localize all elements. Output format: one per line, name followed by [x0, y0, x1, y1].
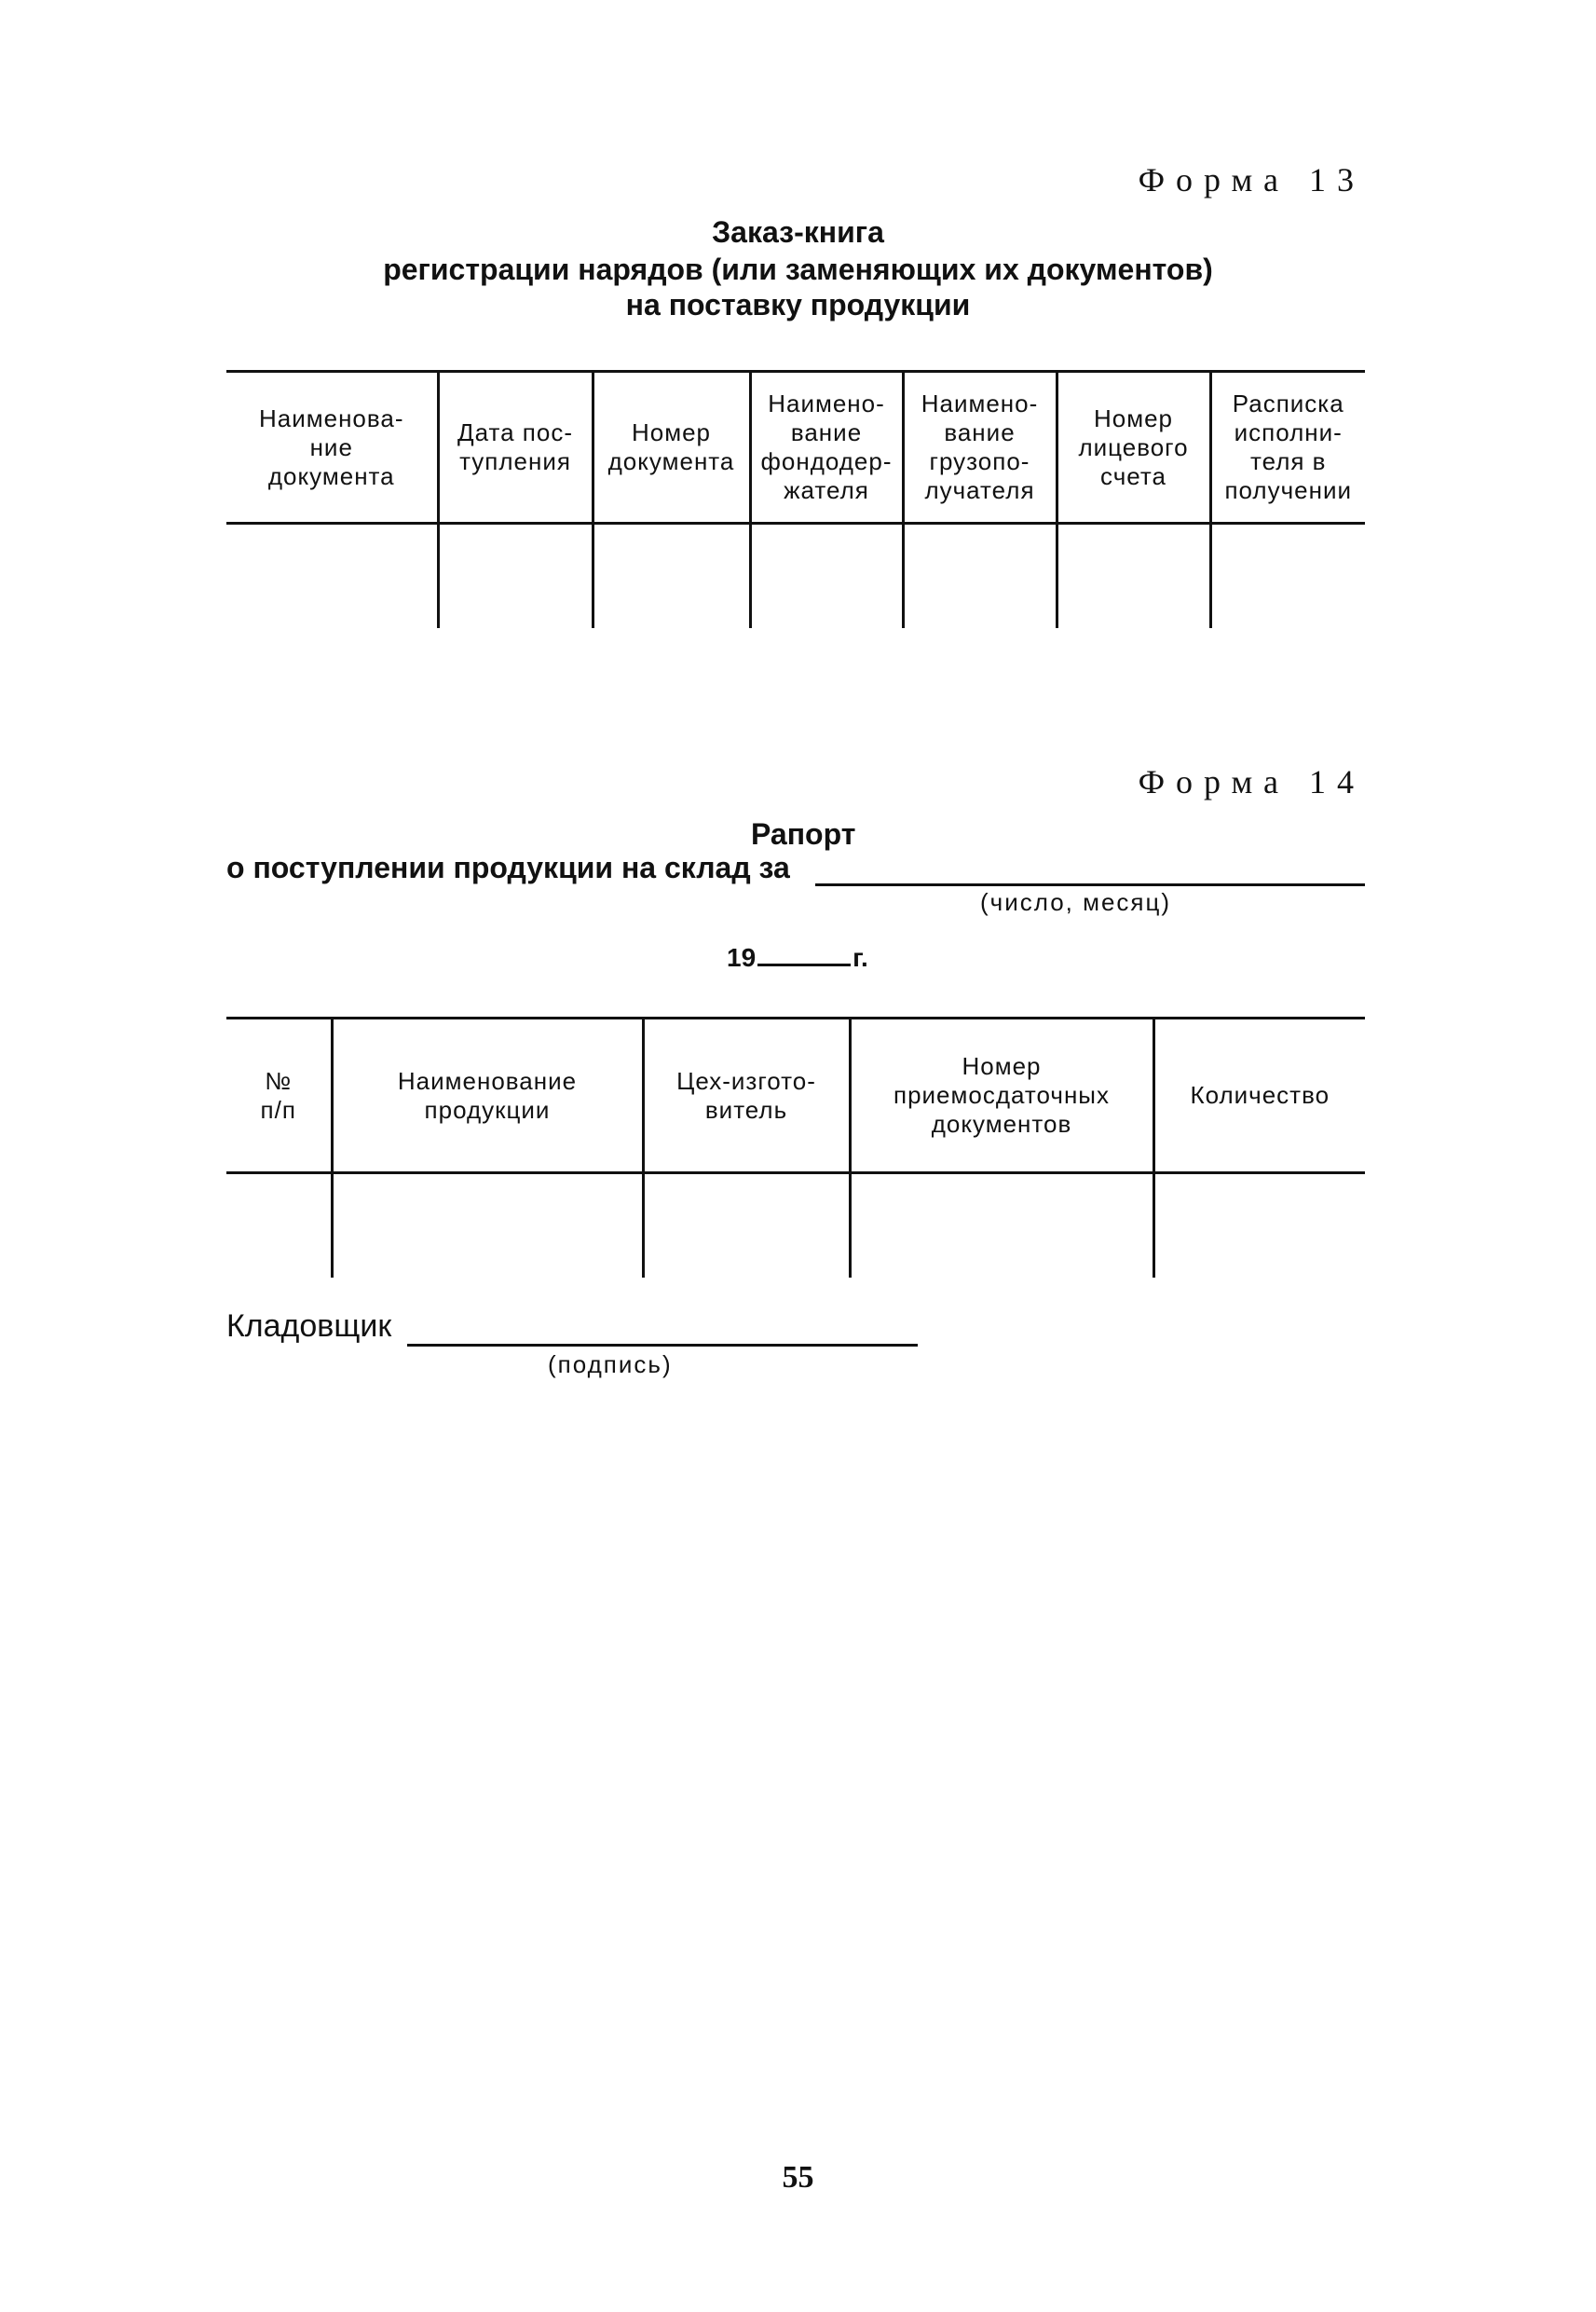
form14-col-quantity — [1153, 1019, 1365, 1173]
header-line: жателя — [784, 476, 869, 504]
form14-empty-row — [226, 1173, 1365, 1278]
header-line: исполни- — [1234, 418, 1343, 446]
form13-title-line3: на поставку продукции — [625, 288, 971, 321]
form14-year-suffix: г. — [853, 943, 868, 972]
form13-cell[interactable] — [750, 524, 903, 628]
form13-cell[interactable] — [903, 524, 1057, 628]
header-line: лицевого — [1078, 432, 1189, 461]
header-line: Расписка — [1232, 390, 1344, 417]
header-line: Количество — [1190, 1081, 1330, 1109]
form14-year-blank[interactable] — [757, 941, 851, 966]
form13-cell[interactable] — [438, 524, 593, 628]
form13-empty-row — [226, 524, 1365, 628]
form14-cell[interactable] — [1153, 1173, 1365, 1278]
form13-header-row — [226, 372, 1365, 524]
header-line: Номер — [1093, 404, 1174, 432]
form13-col-doc-number — [593, 372, 750, 524]
form13-cell[interactable] — [1057, 524, 1210, 628]
form13-col-account-number — [1057, 372, 1210, 524]
page-number: 55 — [782, 2160, 814, 2195]
form14-cell[interactable] — [643, 1173, 850, 1278]
header-line: Наимено- — [768, 390, 885, 417]
form14-title: Рапорт — [751, 817, 856, 851]
form14-year — [727, 941, 868, 973]
form14-signature-caption: (подпись) — [548, 1350, 673, 1378]
header-line: приемосдаточных — [893, 1081, 1110, 1109]
form14-col-workshop — [643, 1019, 850, 1173]
form13-col-doc-name — [226, 372, 438, 524]
header-line: п/п — [260, 1095, 296, 1124]
header-line: документа — [267, 461, 395, 490]
header-line: продукции — [424, 1095, 551, 1124]
form13-table — [226, 370, 1365, 628]
header-line: документов — [931, 1110, 1072, 1138]
form14-cell[interactable] — [226, 1173, 332, 1278]
header-line: документа — [607, 447, 735, 475]
header-line: Наименова- — [258, 404, 404, 432]
form14-col-acceptance-docs — [850, 1019, 1153, 1173]
header-line: вание — [790, 418, 863, 446]
form13-col-consignee — [903, 372, 1057, 524]
form14-subtitle: о поступлении продукции на склад за — [226, 851, 790, 884]
header-line: Наименование — [397, 1066, 578, 1095]
form14-year-prefix: 19 — [727, 943, 757, 972]
header-line: тупления — [459, 447, 571, 475]
form13-col-fund-holder — [750, 372, 903, 524]
header-line: Номер — [962, 1052, 1042, 1080]
form13-cell[interactable] — [593, 524, 750, 628]
form13-cell[interactable] — [1210, 524, 1365, 628]
form14-signature-label: Кладовщик — [226, 1308, 392, 1344]
header-line: ние — [309, 432, 353, 461]
header-line: счета — [1100, 461, 1166, 490]
form13-title-line1: Заказ-книга — [712, 215, 884, 249]
header-line: Цех-изгото- — [676, 1066, 816, 1095]
form13-cell[interactable] — [226, 524, 438, 628]
header-line: Дата пос- — [457, 418, 573, 446]
form14-cell[interactable] — [850, 1173, 1153, 1278]
form13-col-receipt-date — [438, 372, 593, 524]
form14-col-row-number — [226, 1019, 332, 1173]
header-line: теля в — [1250, 447, 1327, 475]
header-line: Наимено- — [921, 390, 1039, 417]
form14-cell[interactable] — [332, 1173, 643, 1278]
header-line: фондодер- — [760, 447, 893, 475]
form14-date-line[interactable] — [815, 883, 1365, 886]
form13-title-line2: регистрации нарядов (или заменяющих их документов) — [383, 253, 1213, 286]
form14-signature-line[interactable] — [407, 1344, 918, 1347]
form13-label: Форма 13 — [1138, 161, 1365, 198]
form13-col-receipt-signature — [1210, 372, 1365, 524]
header-line: получении — [1224, 476, 1353, 504]
form14-table — [226, 1017, 1365, 1278]
form14-col-product-name — [332, 1019, 643, 1173]
form14-header-row — [226, 1019, 1365, 1173]
form14-label: Форма 14 — [1138, 763, 1365, 800]
header-line: № — [265, 1066, 293, 1095]
header-line: лучателя — [924, 476, 1035, 504]
form14-date-caption: (число, месяц) — [980, 888, 1172, 916]
header-line: витель — [704, 1095, 788, 1124]
header-line: грузопо- — [929, 447, 1030, 475]
header-line: вание — [944, 418, 1016, 446]
header-line: Номер — [631, 418, 712, 446]
